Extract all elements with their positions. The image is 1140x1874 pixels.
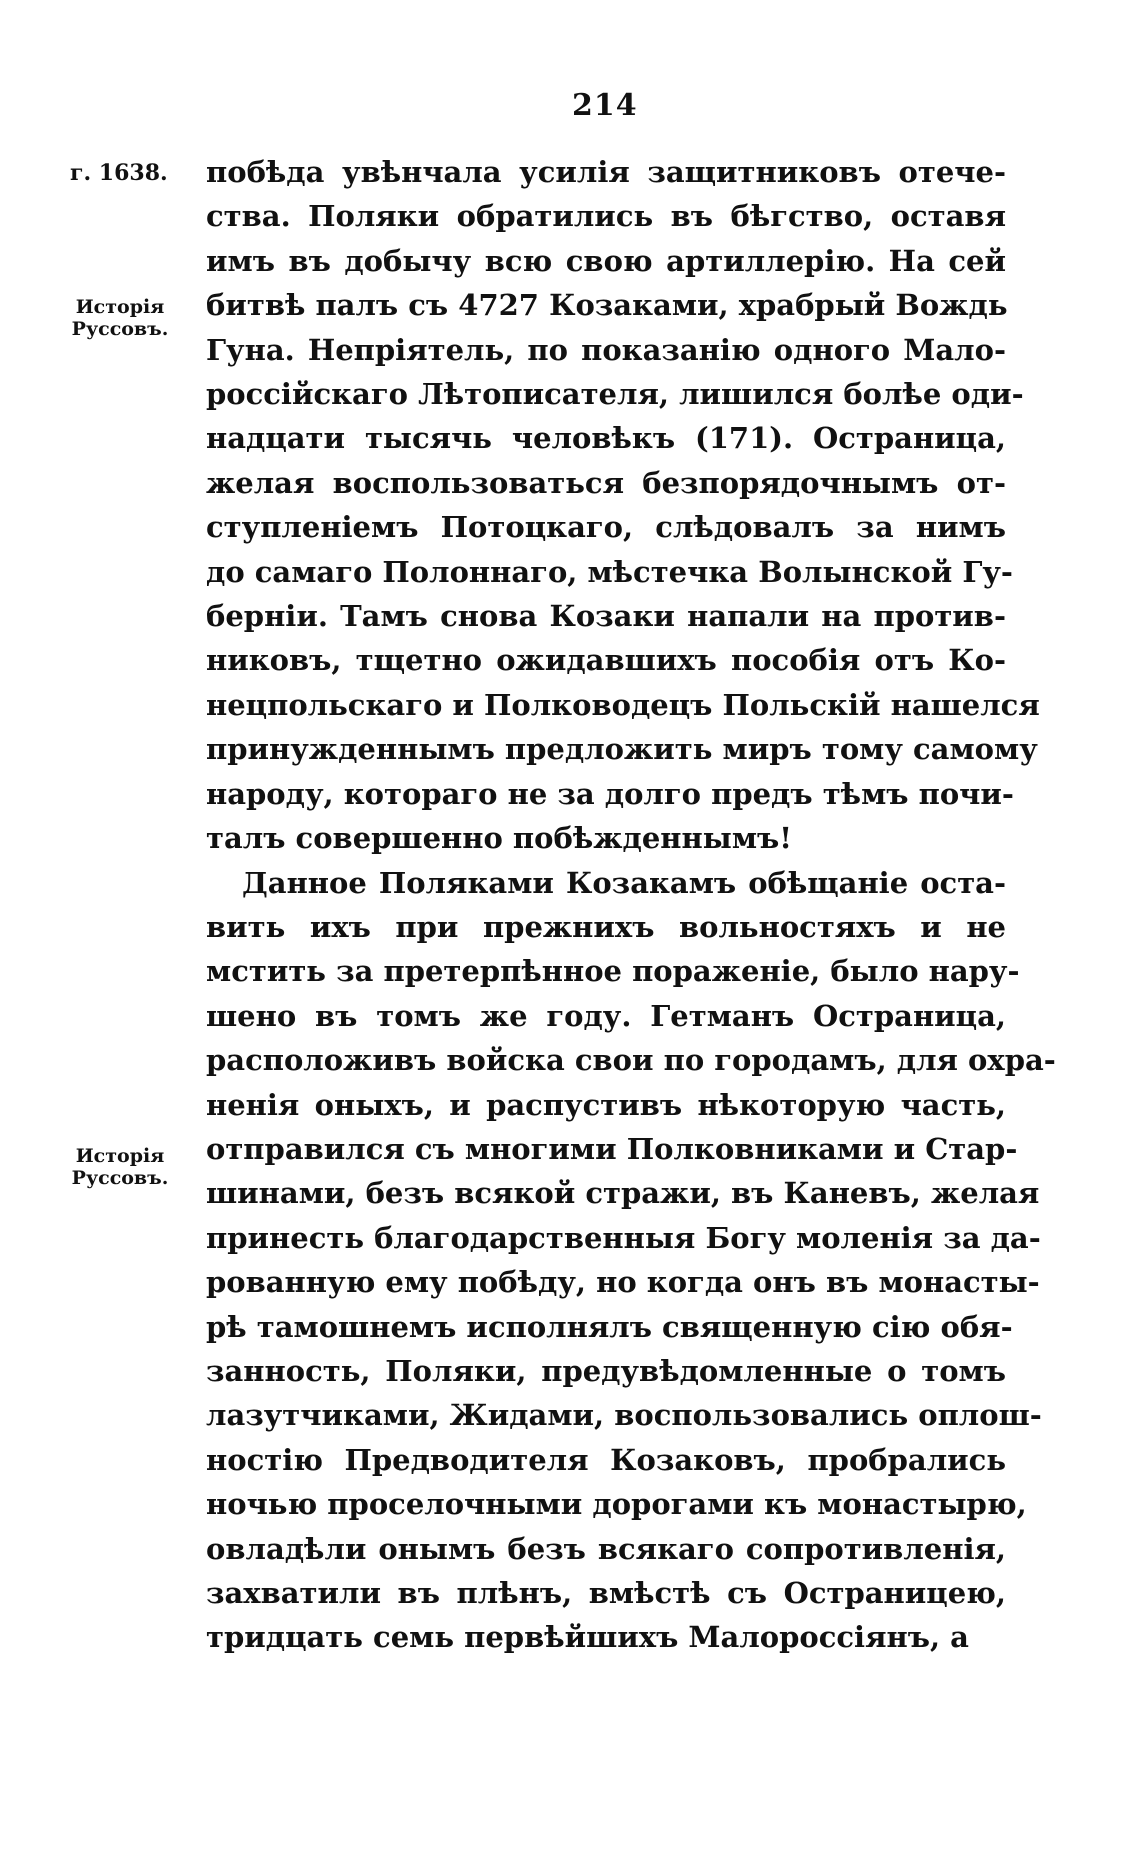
text-line: имъ въ добычу всю свою артиллерію. На сей: [206, 243, 1006, 278]
text-line: побѣда увѣнчала усилія защитниковъ отече-: [206, 155, 1006, 189]
text-line: принесть благодарственныя Богу моленія за да-: [206, 1220, 1041, 1255]
paragraph: [206, 861, 1056, 1660]
text-line: никовъ, тщетно ожидавшихъ пособія отъ Ко-: [206, 643, 1006, 678]
margin-note-line: Исторія: [75, 1145, 165, 1167]
text-line: шено въ томъ же году. Гетманъ Остраница,: [206, 998, 1006, 1033]
text-line: до самаго Полоннаго, мѣстечка Волынской Гу-: [206, 554, 1013, 589]
text-line: Данное Поляками Козакамъ обѣщаніе оста-: [242, 865, 1006, 900]
paragraph: [206, 150, 1040, 861]
margin-note-line: Руссовъ.: [71, 318, 169, 340]
text-line: россійскаго Лѣтописателя, лишился болѣе оди-: [206, 377, 1024, 412]
text-line: захватили въ плѣнъ, вмѣстѣ съ Остраницею,: [206, 1576, 1006, 1610]
text-line: шинами, безъ всякой стражи, въ Каневъ, желая: [206, 1176, 1040, 1211]
page-number: 214: [572, 88, 638, 123]
text-line: ступленіемъ Потоцкаго, слѣдовалъ за нимъ: [206, 510, 1006, 545]
margin-note-source-2: [62, 1145, 178, 1189]
margin-note-source-1: [62, 296, 178, 340]
text-line: лазутчиками, Жидами, воспользовались оплош-: [206, 1398, 1042, 1433]
text-line: битвѣ палъ съ 4727 Козаками, храбрый Вождь: [206, 288, 1008, 323]
text-line: рованную ему побѣду, но когда онъ въ монасты-: [206, 1265, 1040, 1300]
text-line: ства. Поляки обратились въ бѣгство, оставя: [206, 199, 1006, 234]
text-line: желая воспользоваться безпорядочнымъ от-: [206, 465, 1006, 500]
margin-note-line: Исторія: [75, 296, 165, 318]
text-line: овладѣли онымъ безъ всякаго сопротивленія,: [206, 1531, 1006, 1566]
text-line: ночью проселочными дорогами къ монастырю,: [206, 1487, 1027, 1522]
text-line: занность, Поляки, предувѣдомленные о томъ: [206, 1353, 1006, 1388]
text-line: рѣ тамошнемъ исполнялъ священную сію обя-: [206, 1309, 1013, 1344]
text-line: тридцать семь первѣйшихъ Малороссіянъ, а: [206, 1620, 969, 1655]
text-line: талъ совершенно побѣжденнымъ!: [206, 821, 792, 856]
text-line: берніи. Тамъ снова Козаки напали на против-: [206, 599, 1006, 634]
text-line: отправился съ многими Полковниками и Стар-: [206, 1131, 1018, 1166]
margin-year: г. 1638.: [70, 160, 168, 186]
text-line: мстить за претерпѣнное пораженіе, было нару-: [206, 954, 1020, 989]
text-line: принужденнымъ предложить миръ тому самому: [206, 732, 1038, 767]
text-line: расположивъ войска свои по городамъ, для охра-: [206, 1043, 1056, 1078]
text-line: ностію Предводителя Козаковъ, пробрались: [206, 1442, 1006, 1477]
text-line: вить ихъ при прежнихъ вольностяхъ и не: [206, 909, 1006, 944]
text-line: нецпольскаго и Полководецъ Польскій нашелся: [206, 687, 1040, 722]
text-line: надцати тысячь человѣкъ (171). Остраница,: [206, 421, 1006, 456]
text-line: Гуна. Непріятель, по показанію одного Мало-: [206, 332, 1006, 367]
body-text: [206, 150, 1056, 1660]
text-line: народу, котораго не за долго предъ тѣмъ почи-: [206, 776, 1014, 811]
margin-note-line: Руссовъ.: [71, 1167, 169, 1189]
text-line: ненія оныхъ, и распустивъ нѣкоторую часть,: [206, 1087, 1006, 1122]
